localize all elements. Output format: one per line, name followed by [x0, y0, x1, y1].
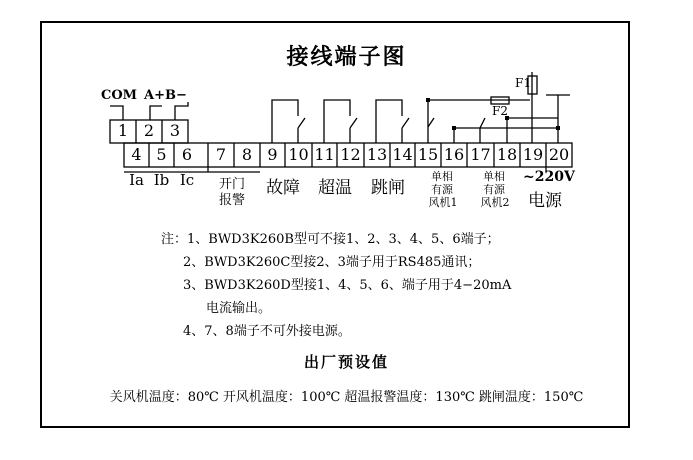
door-label-2: 报警 — [219, 193, 246, 208]
terminal-12: 12 — [340, 145, 361, 164]
terminal-13: 13 — [366, 145, 388, 164]
terminal-15: 15 — [417, 145, 439, 164]
terminal-17: 17 — [470, 145, 491, 164]
current-label-ic: Ic — [179, 171, 195, 189]
defaults-values: 关风机温度：80℃ 开风机温度：100℃ 超温报警温度：130℃ 跳闸温度：150℃ — [109, 390, 584, 405]
current-label-ia: Ia — [129, 171, 144, 189]
note-line-3: 3、BWD3K260D型接1、4、5、6、端子用于4−20mA — [183, 278, 512, 293]
diagram-title: 接线端子图 — [286, 45, 407, 70]
fuse-f1-label: F1 — [515, 76, 531, 90]
fan2-label-line1: 单相 — [483, 170, 505, 183]
terminal-14: 14 — [392, 145, 413, 164]
com-label: COM — [101, 88, 138, 103]
power-label: 电源 — [528, 191, 562, 211]
fault-contact — [272, 100, 298, 143]
terminal-9: 9 — [267, 145, 278, 164]
terminal-18: 18 — [496, 145, 518, 164]
current-label-ib: Ib — [153, 171, 170, 189]
fan1-label-line1: 单相 — [431, 170, 453, 183]
note-line-5: 4、7、8端子不可外接电源。 — [183, 324, 351, 339]
terminal-7: 7 — [215, 145, 227, 164]
terminal-20: 20 — [548, 145, 570, 164]
terminal-4: 4 — [131, 145, 142, 164]
b-lead — [175, 102, 188, 120]
fan1-line — [428, 100, 530, 143]
terminal-3: 3 — [169, 121, 181, 140]
fan1-label-line2: 有源 — [431, 183, 453, 196]
door-label-1: 开门 — [219, 177, 246, 192]
note-line-1: 注：1、BWD3K260B型可不接1、2、3、4、5、6端子； — [161, 232, 500, 247]
fan2-label-line2: 有源 — [483, 183, 505, 196]
fan-common-line — [454, 128, 558, 143]
terminal-19: 19 — [522, 145, 544, 164]
fuse-f2-label: F2 — [492, 104, 508, 118]
fan2-label-line3: 风机2 — [480, 196, 510, 209]
terminal-5: 5 — [156, 145, 167, 164]
defaults-title: 出厂预设值 — [303, 353, 389, 371]
com-lead — [110, 106, 123, 120]
fan1-label-line3: 风机1 — [428, 196, 458, 209]
note-line-4: 电流输出。 — [206, 301, 272, 316]
overtemp-label: 超温 — [318, 178, 352, 198]
a-lead — [150, 106, 162, 120]
power-voltage-label: ~220V — [523, 169, 575, 185]
fault-label: 故障 — [266, 178, 300, 198]
terminal-1: 1 — [117, 121, 129, 140]
ab-label: A+B− — [144, 88, 187, 103]
terminal-10: 10 — [288, 145, 309, 164]
terminal-6: 6 — [181, 145, 193, 164]
terminal-2: 2 — [143, 121, 155, 140]
trip-contact — [376, 100, 402, 143]
terminal-16: 16 — [443, 145, 465, 164]
trip-label: 跳闸 — [371, 178, 405, 198]
terminal-11: 11 — [314, 145, 335, 164]
terminal-8: 8 — [241, 145, 253, 164]
note-line-2: 2、BWD3K260C型接2、3端子用于RS485通讯； — [183, 255, 481, 270]
overtemp-contact — [324, 100, 350, 143]
